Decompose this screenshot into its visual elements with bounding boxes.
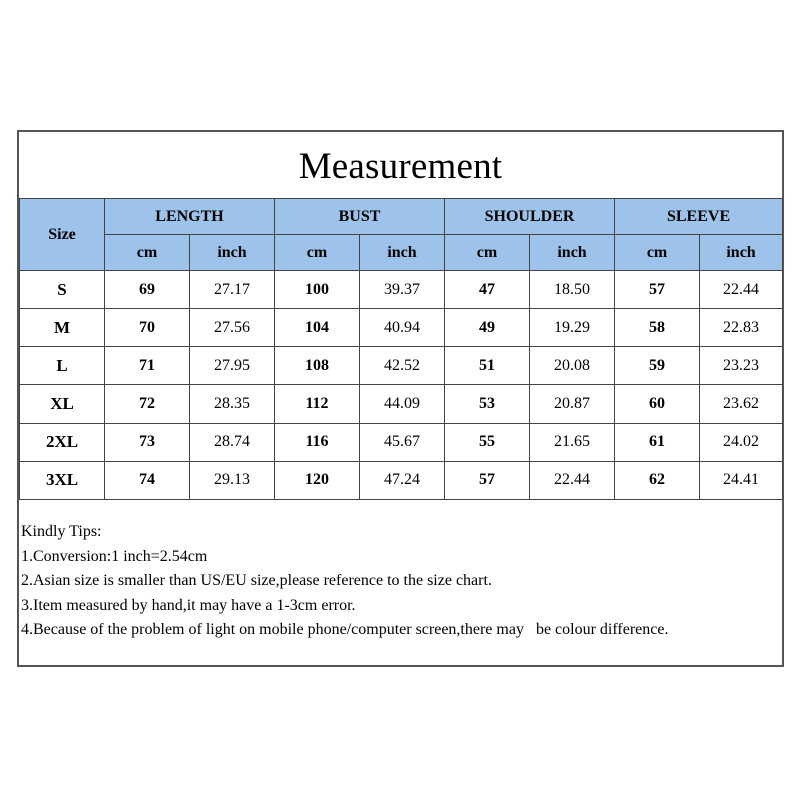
table-cell: 47: [445, 271, 530, 309]
table-cell: 23.23: [700, 347, 783, 385]
size-cell: S: [20, 271, 105, 309]
unit-header: inch: [190, 235, 275, 271]
title-box: [19, 132, 782, 198]
table-cell: 72: [105, 385, 190, 423]
tip-item: 2.Asian size is smaller than US/EU size,please reference to the size chart.: [21, 572, 492, 589]
table-row: [20, 385, 783, 423]
table-cell: 19.29: [530, 309, 615, 347]
table-cell: 22.83: [700, 309, 783, 347]
header-row-groups: [20, 199, 783, 235]
table-cell: 45.67: [360, 423, 445, 461]
unit-header: cm: [105, 235, 190, 271]
table-cell: 27.17: [190, 271, 275, 309]
table-row: [20, 347, 783, 385]
table-cell: 20.87: [530, 385, 615, 423]
table-cell: 62: [615, 461, 700, 499]
size-chart-sheet: [17, 130, 784, 667]
group-header-sleeve: SLEEVE: [615, 199, 783, 235]
table-cell: 53: [445, 385, 530, 423]
page-title: Measurement: [298, 146, 503, 187]
table-cell: 55: [445, 423, 530, 461]
group-header-length: LENGTH: [105, 199, 275, 235]
table-row: [20, 309, 783, 347]
table-cell: 23.62: [700, 385, 783, 423]
size-cell: M: [20, 309, 105, 347]
table-cell: 27.56: [190, 309, 275, 347]
size-cell: L: [20, 347, 105, 385]
table-cell: 18.50: [530, 271, 615, 309]
unit-header: cm: [615, 235, 700, 271]
table-cell: 21.65: [530, 423, 615, 461]
table-row: [20, 423, 783, 461]
unit-header: cm: [275, 235, 360, 271]
unit-header: inch: [360, 235, 445, 271]
tip-item: 1.Conversion:1 inch=2.54cm: [21, 547, 208, 565]
size-cell: 2XL: [20, 423, 105, 461]
table-cell: 22.44: [530, 461, 615, 499]
unit-header: cm: [445, 235, 530, 271]
table-cell: 28.74: [190, 423, 275, 461]
table-cell: 71: [105, 347, 190, 385]
table-cell: 27.95: [190, 347, 275, 385]
table-cell: 73: [105, 423, 190, 461]
table-cell: 70: [105, 309, 190, 347]
table-cell: 47.24: [360, 461, 445, 499]
table-cell: 40.94: [360, 309, 445, 347]
table-cell: 59: [615, 347, 700, 385]
table-cell: 51: [445, 347, 530, 385]
table-cell: 24.02: [700, 423, 783, 461]
size-cell: XL: [20, 385, 105, 423]
table-cell: 44.09: [360, 385, 445, 423]
table-cell: 74: [105, 461, 190, 499]
size-cell: 3XL: [20, 461, 105, 499]
table-cell: 22.44: [700, 271, 783, 309]
table-cell: 100: [275, 271, 360, 309]
table-cell: 39.37: [360, 271, 445, 309]
unit-header: inch: [700, 235, 783, 271]
unit-header: inch: [530, 235, 615, 271]
tip-item: 4.Because of the problem of light on mobile phone/computer screen,there may be colour difference.: [21, 621, 669, 638]
group-header-bust: BUST: [275, 199, 445, 235]
table-cell: 24.41: [700, 461, 783, 499]
table-cell: 120: [275, 461, 360, 499]
table-cell: 57: [445, 461, 530, 499]
table-cell: 112: [275, 385, 360, 423]
group-header-shoulder: SHOULDER: [445, 199, 615, 235]
tips-section: [19, 520, 784, 643]
table-cell: 104: [275, 309, 360, 347]
table-cell: 116: [275, 423, 360, 461]
tip-item: 3.Item measured by hand,it may have a 1-3cm error.: [21, 596, 356, 614]
table-cell: 29.13: [190, 461, 275, 499]
table-cell: 60: [615, 385, 700, 423]
table-cell: 42.52: [360, 347, 445, 385]
table-row: [20, 461, 783, 499]
table-row: [20, 271, 783, 309]
table-cell: 69: [105, 271, 190, 309]
table-cell: 57: [615, 271, 700, 309]
table-cell: 20.08: [530, 347, 615, 385]
table-cell: 61: [615, 423, 700, 461]
header-row-units: [20, 235, 783, 271]
size-header: Size: [20, 199, 105, 271]
size-table: [19, 198, 783, 500]
table-cell: 58: [615, 309, 700, 347]
table-cell: 108: [275, 347, 360, 385]
table-cell: 49: [445, 309, 530, 347]
tips-heading: Kindly Tips:: [21, 523, 102, 540]
table-cell: 28.35: [190, 385, 275, 423]
